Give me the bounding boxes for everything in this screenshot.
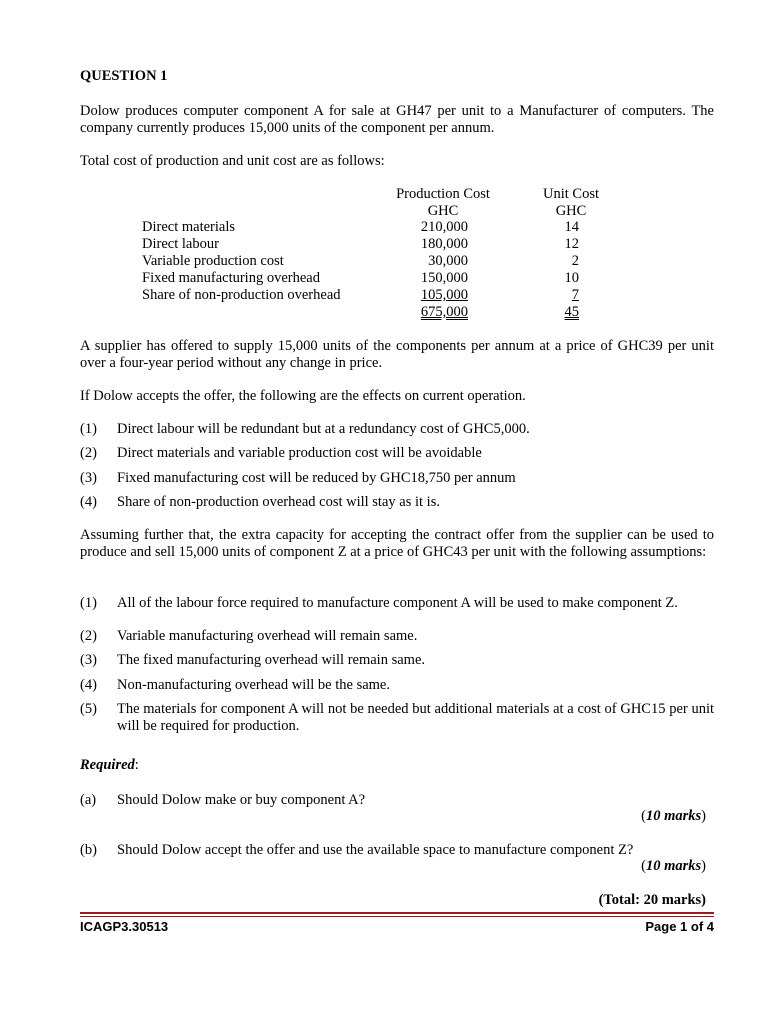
row-label: Share of non-production overhead	[142, 287, 341, 303]
cost-intro: Total cost of production and unit cost are as follows:	[80, 153, 385, 169]
unit-cost-value: 7	[571, 287, 579, 303]
effects-intro: If Dolow accepts the offer, the following are the effects on current operation.	[80, 388, 526, 404]
part-number: (a)	[80, 792, 97, 808]
unit-cost-header: Unit Cost	[543, 186, 599, 202]
row-label: Direct labour	[142, 236, 219, 252]
list-item: Fixed manufacturing cost will be reduced by GHC18,750 per annum	[117, 470, 516, 486]
row-label: Fixed manufacturing overhead	[142, 270, 320, 286]
production-cost-total: 675,000	[420, 304, 468, 320]
list-number: (4)	[80, 677, 97, 693]
page-number: Page 1 of 4	[645, 919, 714, 934]
part-marks: (10 marks)	[641, 808, 706, 824]
unit-cost-unit: GHC	[555, 203, 587, 219]
part-question: Should Dolow accept the offer and use the available space to manufacture component Z?	[117, 842, 634, 858]
list-item: Direct materials and variable production cost will be avoidable	[117, 445, 482, 461]
required-heading	[80, 757, 139, 774]
unit-cost-value: 14	[564, 219, 579, 235]
exam-code: ICAGP3.30513	[80, 919, 169, 934]
list-number: (1)	[80, 595, 97, 611]
unit-cost-total: 45	[564, 304, 579, 320]
row-label: Direct materials	[142, 219, 235, 235]
intro-paragraph: Dolow produces computer component A for sale at GH47 per unit to a Manufacturer of computers. The company currently produces 15,000 units of the component per annum.	[80, 103, 714, 136]
list-number: (1)	[80, 421, 97, 437]
list-number: (5)	[80, 701, 97, 717]
list-item: Non-manufacturing overhead will be the same.	[117, 677, 390, 693]
production-cost-value: 210,000	[420, 219, 468, 235]
production-cost-unit: GHC	[427, 203, 459, 219]
supplier-offer-paragraph: A supplier has offered to supply 15,000 units of the components per annum at a price of GHC39 per unit over a four-year period without any change in price.	[80, 338, 714, 371]
production-cost-value: 180,000	[420, 236, 468, 252]
list-number: (3)	[80, 652, 97, 668]
required-colon: :	[134, 757, 139, 773]
list-number: (2)	[80, 628, 97, 644]
unit-cost-value: 12	[564, 236, 579, 252]
list-number: (4)	[80, 494, 97, 510]
list-item: The fixed manufacturing overhead will remain same.	[117, 652, 426, 668]
production-cost-value: 105,000	[420, 287, 468, 303]
marks-value: 10 marks	[645, 858, 702, 874]
marks-value: 10 marks	[645, 808, 702, 824]
production-cost-value: 150,000	[420, 270, 468, 286]
unit-cost-value: 2	[571, 253, 579, 269]
question-title: QUESTION 1	[80, 68, 168, 84]
production-cost-header: Production Cost	[396, 186, 490, 202]
part-marks: (10 marks)	[641, 858, 706, 874]
footer-divider	[80, 912, 714, 914]
list-item: Share of non-production overhead cost will stay as it is.	[117, 494, 440, 510]
production-cost-value: 30,000	[428, 253, 468, 269]
unit-cost-value: 10	[564, 270, 579, 286]
list-item: The materials for component A will not be needed but additional materials at a cost of GHC15 per unit will be required for production.	[117, 701, 714, 734]
part-question: Should Dolow make or buy component A?	[117, 792, 366, 808]
required-label: Required	[80, 757, 135, 773]
list-number: (3)	[80, 470, 97, 486]
list-number: (2)	[80, 445, 97, 461]
footer-divider-thin	[80, 916, 714, 917]
list-item: Variable manufacturing overhead will remain same.	[117, 628, 418, 644]
list-item: All of the labour force required to manufacture component A will be used to make component Z.	[117, 595, 678, 611]
total-marks: (Total: 20 marks)	[598, 892, 706, 908]
row-label: Variable production cost	[142, 253, 284, 269]
assumption-intro-paragraph: Assuming further that, the extra capacity for accepting the contract offer from the supplier can be used to produce and sell 15,000 units of component Z at a price of GHC43 per unit with the following assumptions:	[80, 527, 714, 560]
list-item: Direct labour will be redundant but at a redundancy cost of GHC5,000.	[117, 421, 530, 437]
part-number: (b)	[80, 842, 97, 858]
